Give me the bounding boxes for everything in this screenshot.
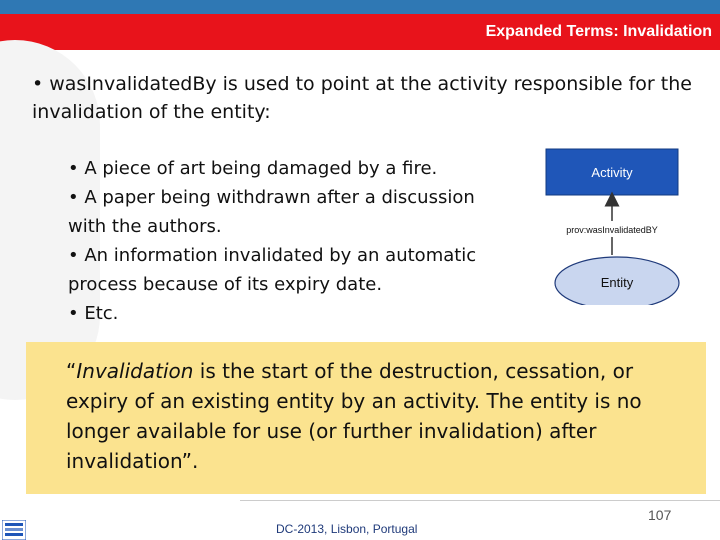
top-accent-bar [0,0,720,14]
defined-term: Invalidation [76,359,194,383]
prov-diagram [540,145,715,305]
page-number: 107 [648,507,672,523]
example-item: • An information invalidated by an automatic process because of its expiry date. [68,245,477,295]
example-item: • A paper being withdrawn after a discussion with the authors. [68,187,475,237]
relation-label: prov:wasInvalidatedBY [566,225,658,235]
definition-text: is the start of the destruction, cessation, or expiry of an existing entity by an activity. The entity is no longer available for use (or further invalidation) after invalidation”. [66,359,642,473]
example-item: • Etc. [68,303,119,324]
example-list [68,154,518,328]
footer-divider [240,500,720,501]
main-bullet: • wasInvalidatedBy is used to point at the activity responsible for the invalidation of the entity: [32,73,692,123]
dcmi-logo-icon [2,520,26,540]
conference-footer: DC-2013, Lisbon, Portugal [276,522,418,536]
slide-title: Expanded Terms: Invalidation [485,23,712,40]
entity-label: Entity [600,275,634,290]
example-item: • A piece of art being damaged by a fire. [68,158,438,179]
definition-quote [66,356,696,476]
activity-label: Activity [591,165,633,180]
quote-open-mark: “ [66,359,77,383]
